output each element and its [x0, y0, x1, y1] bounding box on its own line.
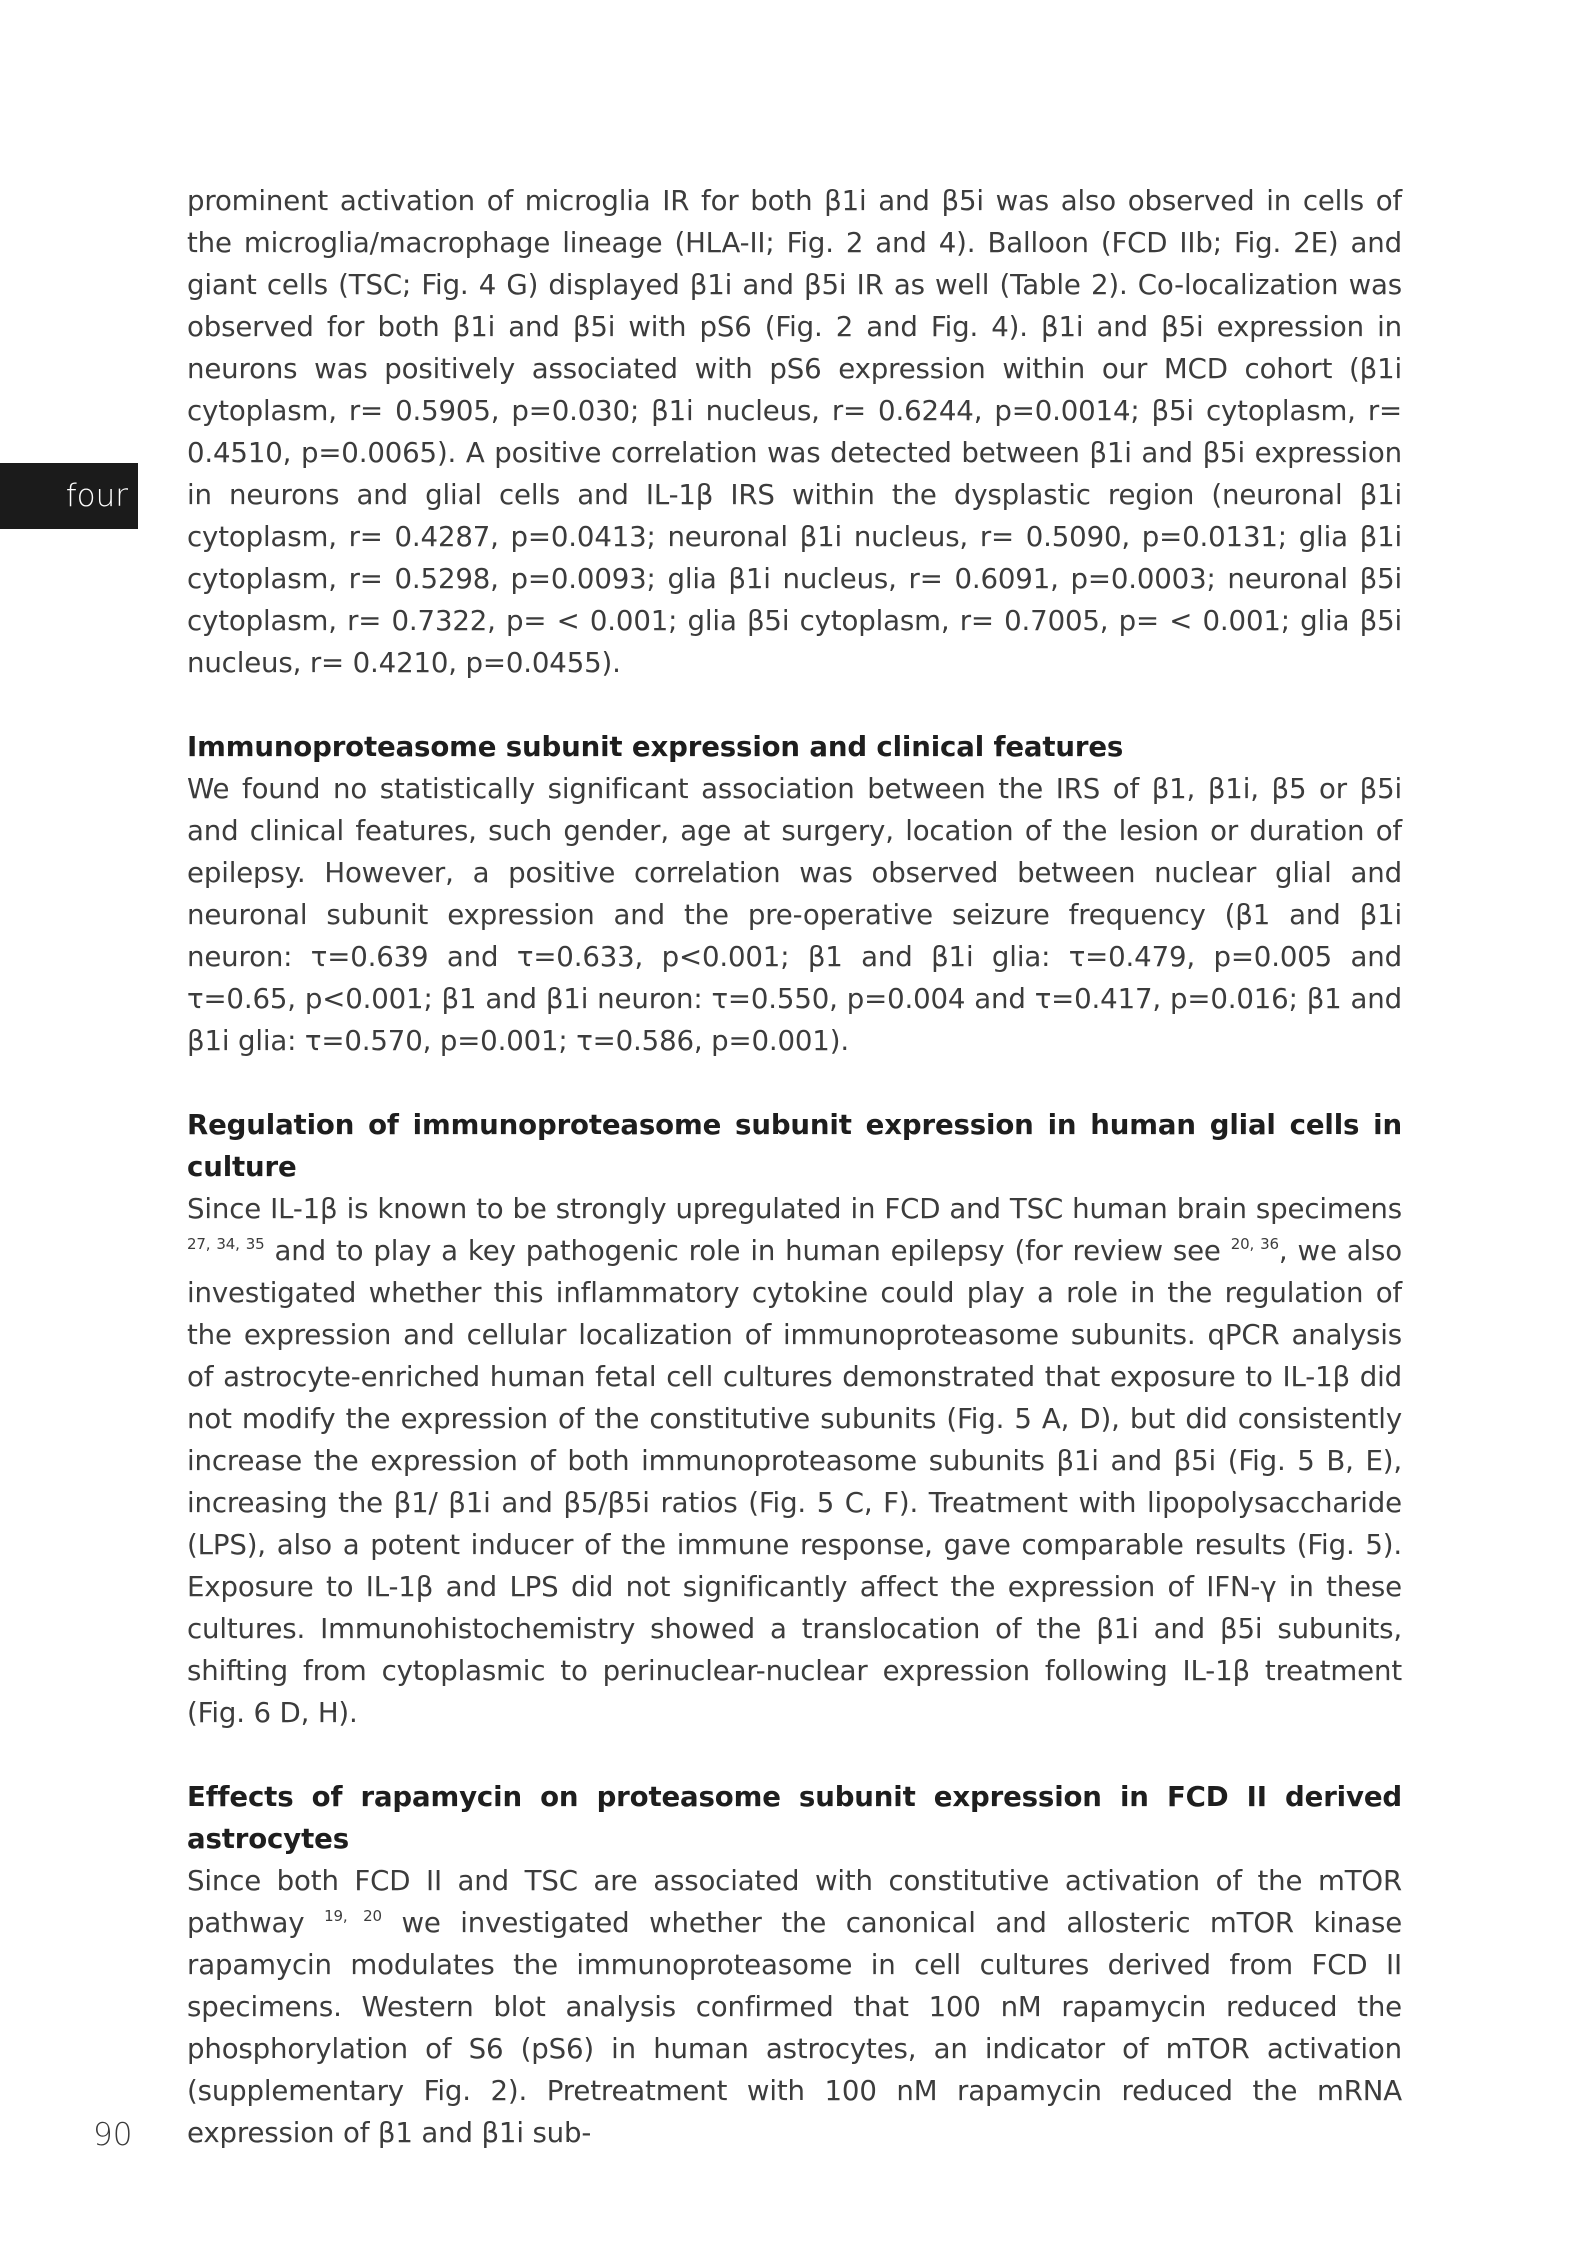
chapter-tab	[0, 463, 138, 529]
glial-culture-text-b: and to play a key pathogenic role in human epilepsy (for review see	[274, 1234, 1221, 1267]
citation-superscript: 20, 36	[1230, 1235, 1279, 1253]
paragraph-gap	[187, 1734, 1402, 1776]
paragraph-microglia-results: prominent activation of microglia IR for both β1i and β5i was also observed in cells of the microglia/macrophage lineage (HLA-II; Fig. 2 and 4). Balloon (FCD IIb; Fig. 2E) and giant cells (TSC; Fig. 4 G) displayed β1i and β5i IR as well (Table 2). Co-localization was observed for both β1i and β5i with pS6 (Fig. 2 and Fig. 4). β1i and β5i expression in neurons was positively associated with pS6 expression within our MCD cohort (β1i cytoplasm, r= 0.5905, p=0.030; β1i nucleus, r= 0.6244, p=0.0014; β5i cytoplasm, r= 0.4510, p=0.0065). A positive correlation was detected between β1i and β5i expression in neurons and glial cells and IL-1β IRS within the dysplastic region (neuronal β1i cytoplasm, r= 0.4287, p=0.0413; neuronal β1i nucleus, r= 0.5090, p=0.0131; glia β1i cytoplasm, r= 0.5298, p=0.0093; glia β1i nucleus, r= 0.6091, p=0.0003; neuronal β5i cytoplasm, r= 0.7322, p= < 0.001; glia β5i cytoplasm, r= 0.7005, p= < 0.001; glia β5i nucleus, r= 0.4210, p=0.0455).	[187, 184, 1402, 679]
rapamycin-text-a: Since both FCD II and TSC are associated with constitutive activation of the mTOR pathway	[187, 1864, 1402, 1939]
section-heading-rapamycin: Effects of rapamycin on proteasome subunit expression in FCD II derived astrocytes	[187, 1780, 1402, 1855]
paragraph-rapamycin	[187, 1860, 1402, 2154]
page-number: 90	[93, 2117, 133, 2153]
section-heading-glial-culture: Regulation of immunoproteasome subunit expression in human glial cells in culture	[187, 1108, 1402, 1183]
section-heading-clinical-features: Immunoproteasome subunit expression and clinical features	[187, 730, 1124, 763]
paragraph-gap	[187, 1062, 1402, 1104]
glial-culture-text-c: , we also investigated whether this inflammatory cytokine could play a role in the regulation of the expression and cellular localization of immunoproteasome subunits. qPCR analysis of astrocyte-enriched human fetal cell cultures demonstrated that exposure to IL-1β did not modify the expression of the constitutive subunits (Fig. 5 A, D), but did consistently increase the expression of both immunoproteasome subunits β1i and β5i (Fig. 5 B, E), increasing the β1/ β1i and β5/β5i ratios (Fig. 5 C, F). Treatment with lipopolysaccharide (LPS), also a potent inducer of the immune response, gave comparable results (Fig. 5). Exposure to IL-1β and LPS did not significantly affect the expression of IFN-γ in these cultures. Immunohistochemistry showed a translocation of the β1i and β5i subunits, shifting from cytoplasmic to perinuclear-nuclear expression following IL-1β treatment (Fig. 6 D, H).	[187, 1234, 1402, 1729]
citation-superscript: 19, 20	[324, 1907, 382, 1925]
paragraph-glial-culture	[187, 1188, 1402, 1734]
rapamycin-text-b: we investigated whether the canonical and allosteric mTOR kinase rapamycin modulates the immunoproteasome in cell cultures derived from FCD II specimens. Western blot analysis confirmed that 100 nM rapamycin reduced the phosphorylation of S6 (pS6) in human astrocytes, an indicator of mTOR activation (supplementary Fig. 2). Pretreatment with 100 nM rapamycin reduced the mRNA expression of β1 and β1i sub-	[187, 1906, 1403, 2149]
body-text	[187, 180, 1402, 2154]
paragraph-gap	[187, 684, 1402, 726]
glial-culture-text-a: Since IL-1β is known to be strongly upregulated in FCD and TSC human brain specimens	[187, 1192, 1402, 1225]
paragraph-clinical-features: We found no statistically significant association between the IRS of β1, β1i, β5 or β5i and clinical features, such gender, age at surgery, location of the lesion or duration of epilepsy. However, a positive correlation was observed between nuclear glial and neuronal subunit expression and the pre-operative seizure frequency (β1 and β1i neuron: τ=0.639 and τ=0.633, p<0.001; β1 and β1i glia: τ=0.479, p=0.005 and τ=0.65, p<0.001; β1 and β1i neuron: τ=0.550, p=0.004 and τ=0.417, p=0.016; β1 and β1i glia: τ=0.570, p=0.001; τ=0.586, p=0.001).	[187, 772, 1402, 1057]
chapter-tab-label: four	[65, 478, 128, 514]
citation-superscript: 27, 34, 35	[187, 1235, 265, 1253]
